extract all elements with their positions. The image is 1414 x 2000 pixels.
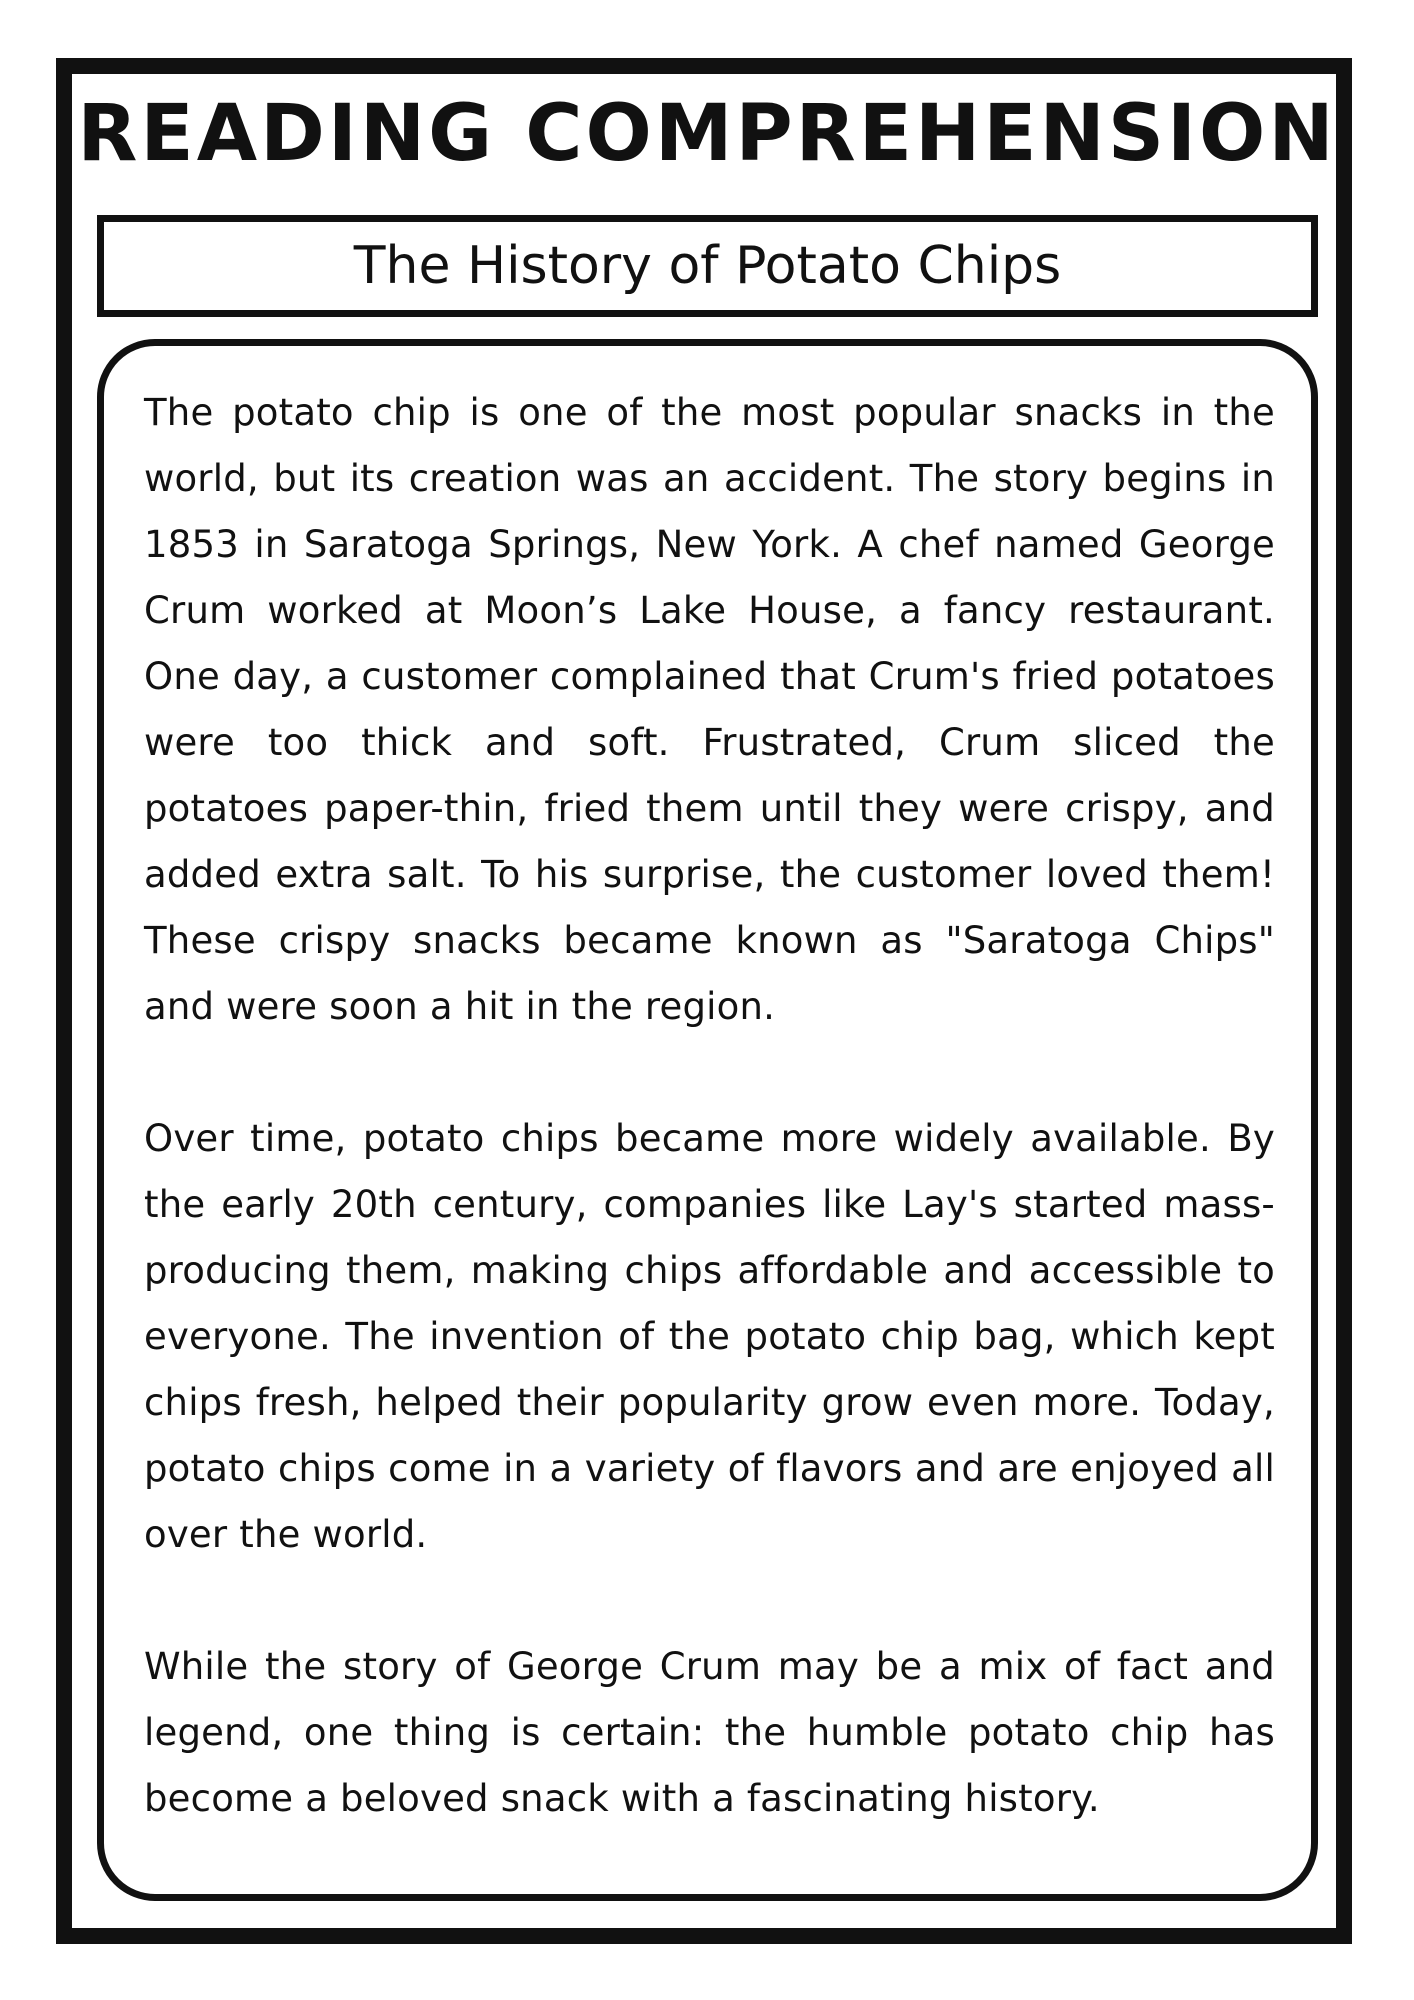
title-box (97, 215, 1318, 317)
passage-paragraph-3: While the story of George Crum may be a mix of fact and legend, one thing is certain: the humble potato chip has become a beloved snack with a fascinating history. (144, 1645, 1275, 1820)
passage-box (97, 339, 1318, 1901)
passage-title: The History of Potato Chips (353, 236, 1062, 296)
page-heading: READING COMPREHENSION (77, 89, 1337, 179)
passage-paragraph-2: Over time, potato chips became more widely available. By the early 20th century, companies like Lay's started mass-producing them, making chips affordable and accessible to everyone. The invention of the potato chip bag, which kept chips fresh, helped their popularity grow even more. Today, potato chips come in a variety of flavors and are enjoyed all over the world. (144, 1117, 1275, 1556)
passage-paragraph-1: The potato chip is one of the most popular snacks in the world, but its creation was an accident. The story begins in 1853 in Saratoga Springs, New York. A chef named George Crum worked at Moon’s Lake House, a fancy restaurant. One day, a customer complained that Crum's fried potatoes were too thick and soft. Frustrated, Crum sliced the potatoes paper-thin, fried them until they were crispy, and added extra salt. To his surprise, the customer loved them! These crispy snacks became known as "Saratoga Chips" and were soon a hit in the region. (144, 391, 1275, 1028)
